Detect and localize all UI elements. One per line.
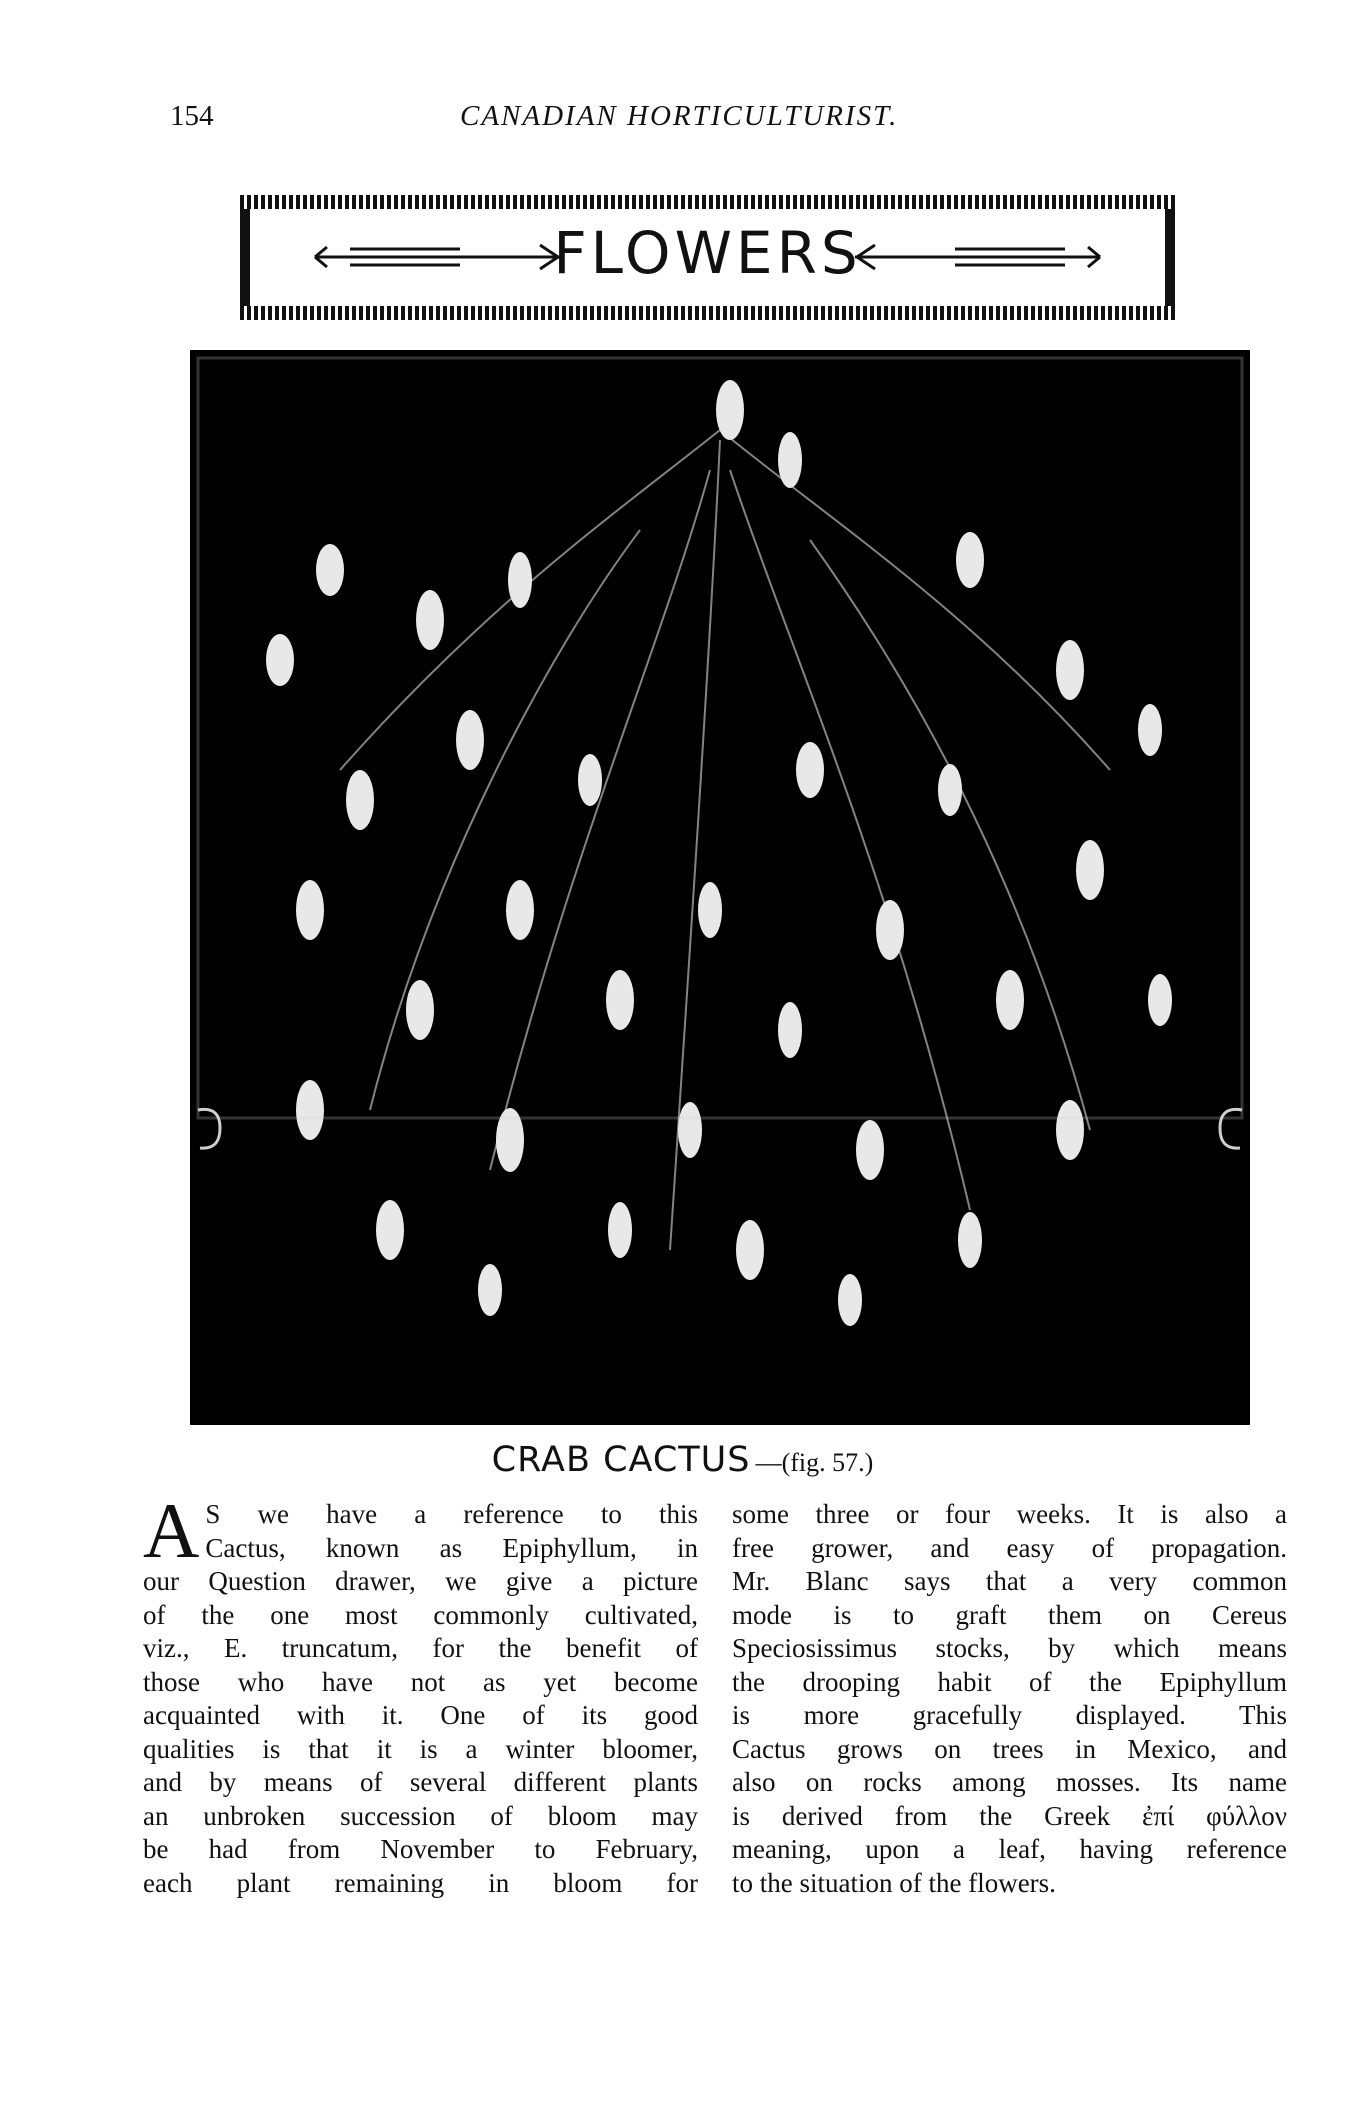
running-title: CANADIAN HORTICULTURIST. — [460, 100, 899, 132]
figure-caption — [0, 1440, 1365, 1480]
article-line: S we have a reference to this — [205, 1499, 698, 1529]
running-head — [170, 100, 1070, 140]
article-line: an unbroken succession of bloom may — [143, 1800, 698, 1831]
article-line: is derived from the Greek ἐπί φύλλον — [732, 1800, 1287, 1831]
article-line: those who have not as yet become — [143, 1666, 698, 1697]
cactus-illustration-icon — [190, 350, 1250, 1425]
article-line: each plant remaining in bloom for — [143, 1867, 698, 1898]
article-line: free grower, and easy of propagation. — [732, 1532, 1287, 1563]
drop-cap: A — [143, 1487, 200, 1574]
crab-cactus-photo — [190, 350, 1250, 1425]
banner-title: FLOWERS — [553, 219, 862, 287]
article-left-column — [143, 1487, 698, 1900]
page-number: 154 — [170, 100, 214, 132]
article-line: Mr. Blanc says that a very common — [732, 1566, 1287, 1596]
article-line: to the situation of the flowers. — [732, 1867, 1056, 1898]
article-line: the drooping habit of the Epiphyllum — [732, 1666, 1287, 1697]
article-line: meaning, upon a leaf, having reference — [732, 1834, 1287, 1864]
caption-fig-number: —(fig. 57.) — [755, 1448, 874, 1477]
article-line: Cactus, known as Epiphyllum, in — [205, 1532, 698, 1563]
article-right-column — [732, 1498, 1287, 1900]
article-line: of the one most commonly cultivated, — [143, 1599, 698, 1630]
article-line: qualities is that it is a winter bloomer, — [143, 1733, 698, 1764]
article-line: and by means of several different plants — [143, 1767, 698, 1797]
article-line: be had from November to February, — [143, 1834, 698, 1864]
article-line: Speciosissimus stocks, by which means — [732, 1633, 1287, 1663]
article-line: also on rocks among mosses. Its name — [732, 1767, 1287, 1797]
article-line: some three or four weeks. It is also a — [732, 1499, 1287, 1529]
article-line: viz., E. truncatum, for the benefit of — [143, 1633, 698, 1663]
article-line: is more gracefully displayed. This — [732, 1700, 1287, 1730]
section-banner — [240, 195, 1175, 320]
article-line: Cactus grows on trees in Mexico, and — [732, 1733, 1287, 1764]
article-line: our Question drawer, we give a picture — [143, 1566, 698, 1596]
article-line: acquainted with it. One of its good — [143, 1700, 698, 1730]
caption-title: CRAB CACTUS — [491, 1440, 751, 1480]
article-line: mode is to graft them on Cereus — [732, 1599, 1287, 1630]
